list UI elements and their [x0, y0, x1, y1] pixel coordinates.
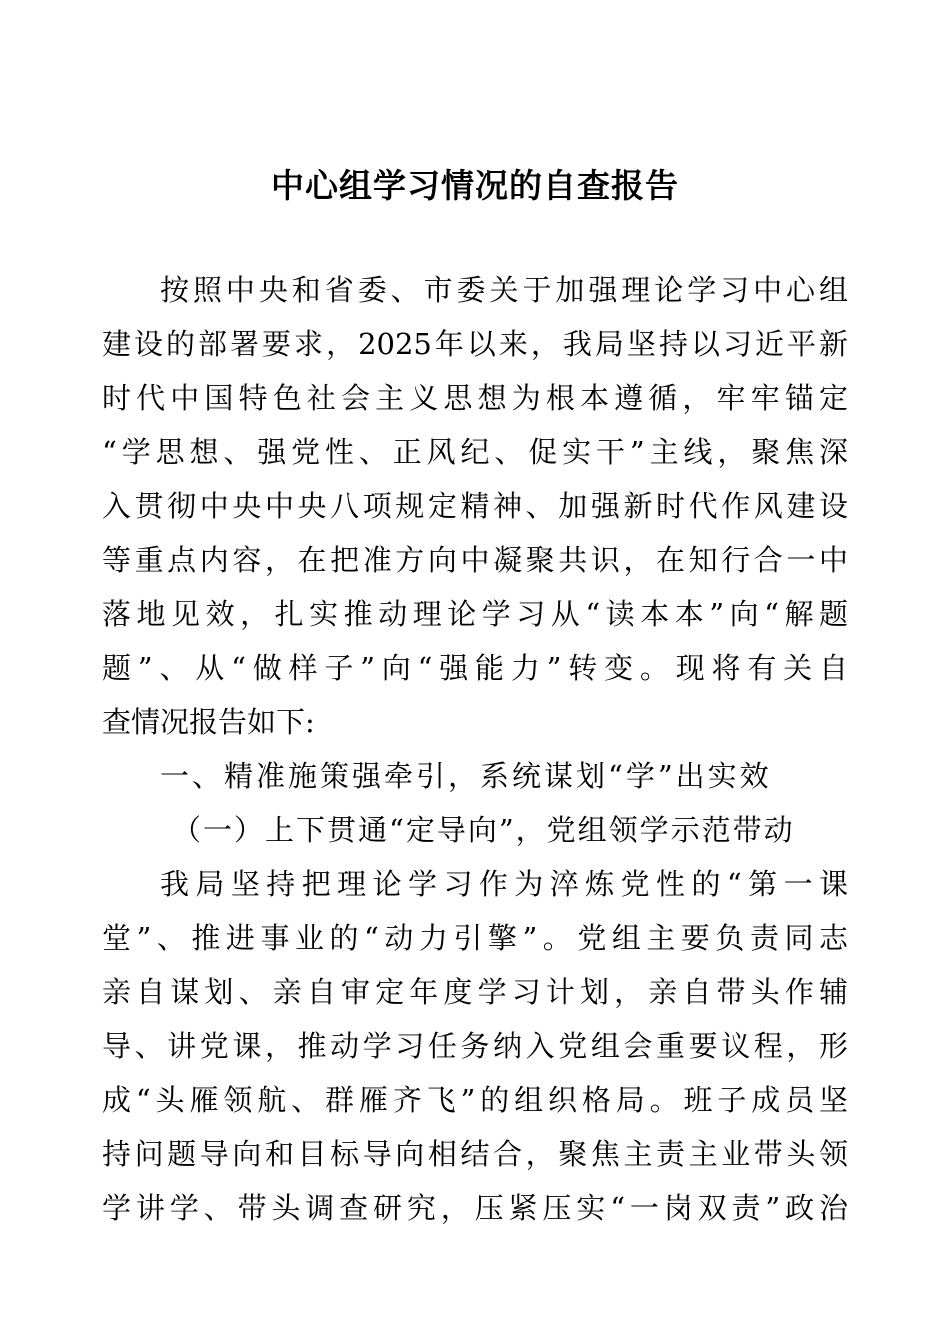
paragraph-line: 时代中国特色社会主义思想为根本遵循，牢牢锚定	[102, 381, 848, 415]
paragraph-line: 成“头雁领航、群雁齐飞”的组织格局。班子成员坚	[102, 1083, 848, 1117]
paragraph-line: 入贯彻中央中央八项规定精神、加强新时代作风建设	[102, 489, 848, 523]
paragraph-line: 导、讲党课，推动学习任务纳入党组会重要议程，形	[102, 1029, 848, 1063]
paragraph-line: 我局坚持把理论学习作为淬炼党性的“第一课	[160, 867, 848, 901]
section-heading: 一、精准施策强牵引，系统谋划“学”出实效	[160, 759, 772, 793]
document-title: 中心组学习情况的自查报告	[271, 166, 679, 205]
paragraph-line: 按照中央和省委、市委关于加强理论学习中心组	[160, 273, 848, 307]
paragraph-line: 学讲学、带头调查研究，压紧压实“一岗双责”政治	[102, 1191, 848, 1225]
paragraph-line: “学思想、强党性、正风纪、促实干”主线，聚焦深	[102, 435, 848, 469]
subsection-heading: （一）上下贯通“定导向”，党组领学示范带动	[172, 813, 795, 847]
paragraph-line: 等重点内容，在把准方向中凝聚共识，在知行合一中	[102, 543, 848, 577]
paragraph-line: 堂”、推进事业的“动力引擎”。党组主要负责同志	[102, 921, 848, 955]
paragraph-line: 查情况报告如下:	[102, 705, 315, 739]
paragraph-line: 建设的部署要求，2025年以来，我局坚持以习近平新	[102, 327, 848, 361]
paragraph-line: 持问题导向和目标导向相结合，聚焦主责主业带头领	[102, 1137, 848, 1171]
paragraph-line: 题”、从“做样子”向“强能力”转变。现将有关自	[102, 651, 848, 685]
paragraph-line: 落地见效，扎实推动理论学习从“读本本”向“解题	[102, 597, 848, 631]
paragraph-line: 亲自谋划、亲自审定年度学习计划，亲自带头作辅	[102, 975, 848, 1009]
